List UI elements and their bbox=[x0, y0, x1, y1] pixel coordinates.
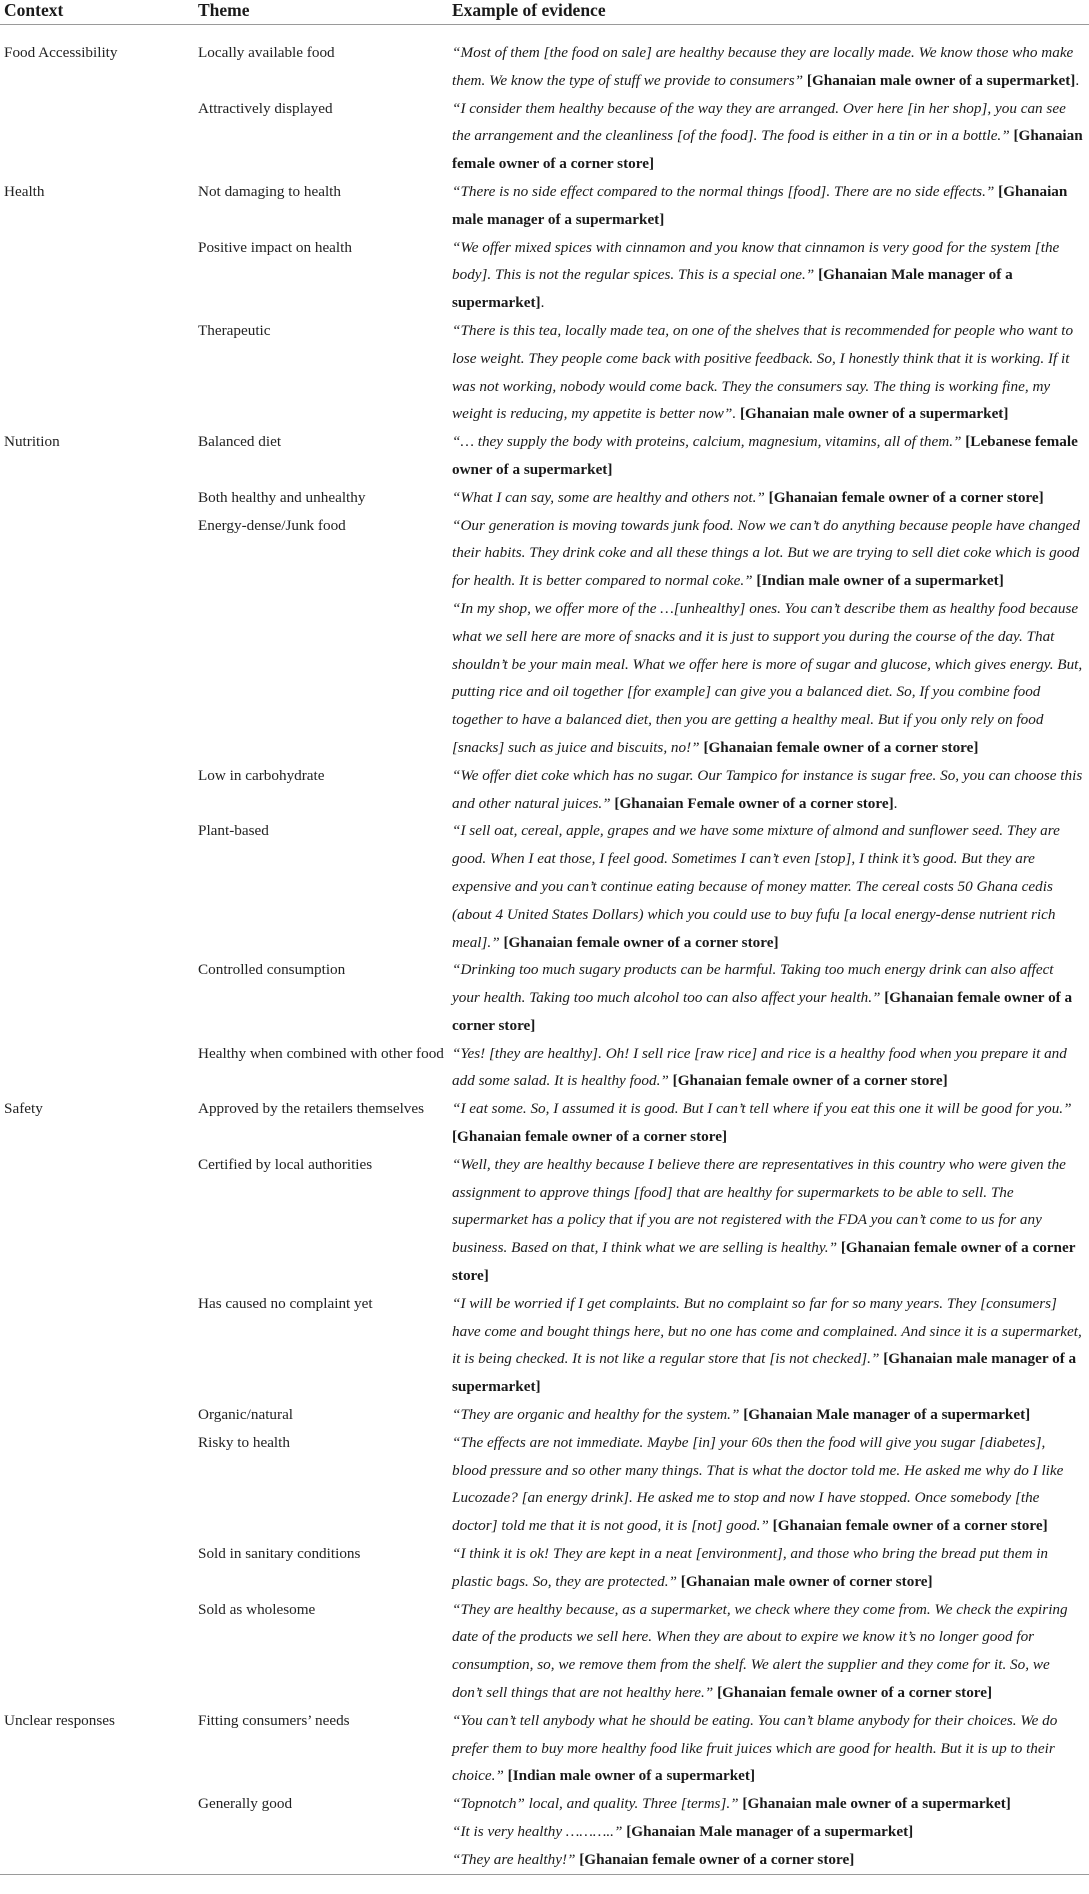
theme-cell: Has caused no complaint yet bbox=[198, 1294, 373, 1312]
evidence-cell bbox=[448, 1540, 1089, 1596]
evidence-attribution: [Ghanaian female owner of a corner store] bbox=[452, 127, 1083, 173]
theme-cell: Attractively displayed bbox=[198, 99, 333, 117]
evidence-attribution: [Ghanaian Female owner of a corner store] bbox=[614, 794, 894, 812]
evidence-cell bbox=[448, 956, 1089, 1039]
evidence-quote: “I will be worried if I get complaints. But no complaint so far for so many years. They [consumers] have come and bought things here, but no one has come and complained. And since it is a supermarket, it is being checked. It is not like a regular store that [is not checked].” bbox=[452, 1294, 1082, 1368]
theme-cell: Organic/natural bbox=[198, 1406, 294, 1424]
evidence-attribution: [Ghanaian Male manager of a supermarket] bbox=[743, 1406, 1031, 1424]
evidence-quote: “I sell oat, cereal, apple, grapes and we have some mixture of almond and sunflower seed. They are good. When I eat those, I feel good. Sometimes I can’t even [stop], I think it’s good. But they are expensive and you can’t continue eating because of money matter. The cereal costs 50 Ghana cedis (about 4 United States Dollars) which you could use to buy fufu [a local energy-dense nutrient rich meal].” bbox=[452, 822, 1060, 951]
table-row bbox=[0, 1040, 1089, 1096]
table-row bbox=[0, 234, 1089, 317]
table-row bbox=[0, 956, 1089, 1039]
table-row bbox=[0, 1707, 1089, 1790]
context-cell bbox=[0, 1818, 194, 1846]
context-cell bbox=[0, 484, 194, 512]
evidence-attribution: [Ghanaian male manager of a supermarket] bbox=[452, 182, 1068, 228]
context-cell: Food Accessibility bbox=[4, 44, 118, 61]
context-cell: Health bbox=[4, 182, 45, 200]
evidence-attribution: [Indian male owner of a supermarket] bbox=[756, 572, 1004, 590]
theme-cell: Balanced diet bbox=[198, 433, 282, 451]
context-cell bbox=[0, 1040, 194, 1096]
theme-cell: Positive impact on health bbox=[198, 238, 352, 256]
evidence-quote: “Most of them [the food on sale] are healthy because they are locally made. We know those who make them. We know the type of stuff we provide to consumers” bbox=[452, 44, 1074, 89]
evidence-quote: “There is no side effect compared to the normal things [food]. There are no side effects.” bbox=[452, 182, 995, 200]
table-row bbox=[0, 178, 1089, 234]
context-cell bbox=[0, 1401, 194, 1429]
context-cell bbox=[0, 762, 194, 818]
theme-cell: Sold as wholesome bbox=[198, 1600, 316, 1618]
theme-cell bbox=[194, 1846, 448, 1874]
theme-cell: Energy-dense/Junk food bbox=[198, 516, 346, 534]
table-row bbox=[0, 1290, 1089, 1401]
evidence-cell bbox=[448, 234, 1089, 317]
table-row bbox=[0, 1596, 1089, 1707]
evidence-quote: “… they supply the body with proteins, calcium, magnesium, vitamins, all of them.” bbox=[452, 433, 962, 451]
evidence-quote: “Drinking too much sugary products can be harmful. Taking too much energy drink can also affect your health. Taking too much alcohol too can also affect your health.” bbox=[452, 961, 1054, 1007]
table-row bbox=[0, 817, 1089, 956]
evidence-cell bbox=[448, 484, 1089, 512]
evidence-quote: “Well, they are healthy because I believe there are representatives in this country who were given the assignment to approve things [food] that are healthy for supermarkets to be able to sell. The supermarket has a policy that if you are not registered with the FDA you can’t come to us for any business. Based on that, I think what we are selling is healthy.” bbox=[452, 1155, 1066, 1257]
evidence-cell bbox=[448, 1095, 1089, 1151]
evidence-attribution: [Ghanaian Male manager of a supermarket] bbox=[452, 266, 1013, 312]
evidence-quote: “What I can say, some are healthy and others not.” bbox=[452, 488, 765, 506]
evidence-quote: “The effects are not immediate. Maybe [in] your 60s then the food will give you sugar [diabetes], blood pressure and so other many things. That is what the doctor told me. He asked me why do I like Lucozade? [an energy drink]. He asked me to stop and now I have stopped. Once somebody [the doctor] told me that it is not good, it is [not] good.” bbox=[452, 1433, 1064, 1535]
evidence-cell bbox=[448, 95, 1089, 178]
context-cell bbox=[0, 1596, 194, 1707]
evidence-cell bbox=[448, 1790, 1089, 1818]
context-cell bbox=[0, 1790, 194, 1818]
header-context: Context bbox=[0, 0, 194, 25]
evidence-attribution: [Ghanaian male manager of a supermarket] bbox=[452, 1350, 1077, 1396]
evidence-quote: “They are organic and healthy for the system.” bbox=[452, 1406, 740, 1424]
table-row bbox=[0, 428, 1089, 484]
evidence-cell bbox=[448, 1818, 1089, 1846]
evidence-cell bbox=[448, 1596, 1089, 1707]
table-row bbox=[0, 1846, 1089, 1874]
theme-cell: Plant-based bbox=[198, 822, 269, 840]
context-cell bbox=[0, 1290, 194, 1401]
evidence-attribution: [Ghanaian female owner of a corner store] bbox=[579, 1850, 855, 1868]
table-row bbox=[0, 762, 1089, 818]
evidence-cell bbox=[448, 1707, 1089, 1790]
evidence-attribution: [Ghanaian female owner of a corner store] bbox=[503, 933, 779, 951]
evidence-quote: “We offer mixed spices with cinnamon and you know that cinnamon is very good for the system [the body]. This is not the regular spices. This is a special one.” bbox=[452, 238, 1060, 284]
table-row bbox=[0, 512, 1089, 595]
context-cell bbox=[0, 1151, 194, 1290]
evidence-quote: “We offer diet coke which has no sugar. Our Tampico for instance is sugar free. So, you can choose this and other natural juices.” bbox=[452, 766, 1083, 812]
table-row bbox=[0, 25, 1089, 95]
context-cell: Unclear responses bbox=[4, 1711, 115, 1729]
evidence-cell bbox=[448, 762, 1089, 818]
table-row bbox=[0, 1818, 1089, 1846]
evidence-tail: . bbox=[893, 794, 898, 812]
context-cell bbox=[0, 234, 194, 317]
evidence-cell bbox=[448, 1290, 1089, 1401]
theme-cell: Low in carbohydrate bbox=[198, 766, 325, 784]
evidence-attribution: [Ghanaian female owner of a corner store] bbox=[703, 738, 979, 756]
table-row bbox=[0, 1095, 1089, 1151]
context-cell bbox=[0, 956, 194, 1039]
context-cell bbox=[0, 1540, 194, 1596]
context-cell bbox=[0, 1429, 194, 1540]
theme-cell: Both healthy and unhealthy bbox=[198, 488, 366, 506]
context-cell bbox=[0, 512, 194, 595]
evidence-quote: “In my shop, we offer more of the …[unhealthy] ones. You can’t describe them as healthy food because what we sell here are more of snacks and it is just to support you during the course of the day. That shouldn’t be your main meal. What we offer here is more of sugar and glucose, which gives energy. But, putting rice and oil together [for example] can give you a balanced diet. So, If you combine food together to have a balanced diet, then you are getting a healthy meal. But if you only rely on food [snacks] such as juice and biscuits, no!” bbox=[452, 599, 1083, 756]
theme-cell: Controlled consumption bbox=[198, 961, 346, 979]
evidence-cell bbox=[448, 1846, 1089, 1874]
header-evidence: Example of evidence bbox=[448, 0, 1089, 25]
evidence-quote: “Yes! [they are healthy]. Oh! I sell rice [raw rice] and rice is a healthy food when you prepare it and add some salad. It is healthy food.” bbox=[452, 1044, 1067, 1090]
evidence-cell bbox=[448, 1429, 1089, 1540]
evidence-attribution: [Ghanaian male owner of a supermarket] bbox=[739, 405, 1009, 423]
table-row bbox=[0, 1401, 1089, 1429]
evidence-cell bbox=[448, 25, 1089, 95]
theme-cell bbox=[194, 595, 448, 762]
theme-cell: Fitting consumers’ needs bbox=[198, 1711, 350, 1729]
evidence-quote: “Our generation is moving towards junk food. Now we can’t do anything because people have changed their habits. They drink coke and all these things a lot. But we are trying to sell diet coke which is good for health. It is better compared to normal coke.” bbox=[452, 516, 1080, 590]
evidence-quote: “I consider them healthy because of the way they are arranged. Over here [in her shop], you can see the arrangement and the cleanliness [of the food]. The food is either in a tin or in a bottle.” bbox=[452, 99, 1066, 145]
header-theme: Theme bbox=[194, 0, 448, 25]
evidence-cell bbox=[448, 1401, 1089, 1429]
evidence-attribution: [Ghanaian Male manager of a supermarket] bbox=[626, 1823, 914, 1840]
evidence-attribution: [Lebanese female owner of a supermarket] bbox=[452, 433, 1078, 478]
evidence-attribution: [Ghanaian male owner of a supermarket] bbox=[742, 1795, 1011, 1813]
theme-cell: Therapeutic bbox=[198, 321, 271, 339]
evidence-quote: “They are healthy!” bbox=[452, 1850, 576, 1868]
evidence-attribution: [Ghanaian female owner of a corner store] bbox=[452, 989, 1073, 1034]
evidence-attribution: [Ghanaian female owner of a corner store] bbox=[672, 1072, 948, 1090]
evidence-attribution: [Ghanaian female owner of a corner store] bbox=[717, 1684, 993, 1702]
evidence-tail: . bbox=[1075, 71, 1080, 89]
context-cell bbox=[0, 817, 194, 956]
evidence-attribution: [Ghanaian female owner of a corner store] bbox=[772, 1517, 1048, 1535]
evidence-quote: “You can’t tell anybody what he should be eating. You can’t blame anybody for their choices. We do prefer them to buy more healthy food like fruit juices which are good for health. But it is up to their choice.” bbox=[452, 1711, 1058, 1785]
theme-cell: Certified by local authorities bbox=[198, 1155, 373, 1173]
table-header bbox=[0, 0, 1089, 25]
evidence-quote: “It is very healthy ………..” bbox=[452, 1823, 623, 1840]
evidence-cell bbox=[448, 428, 1089, 484]
evidence-cell bbox=[448, 817, 1089, 956]
theme-cell bbox=[194, 1818, 448, 1846]
theme-cell: Generally good bbox=[198, 1795, 293, 1813]
context-cell bbox=[0, 317, 194, 428]
evidence-attribution: [Ghanaian female owner of a corner store] bbox=[768, 488, 1044, 506]
table-row bbox=[0, 1429, 1089, 1540]
context-cell: Nutrition bbox=[4, 433, 60, 451]
table-row bbox=[0, 484, 1089, 512]
evidence-attribution: [Indian male owner of a supermarket] bbox=[507, 1767, 756, 1785]
table-row bbox=[0, 1540, 1089, 1596]
evidence-attribution: [Ghanaian male owner of a supermarket] bbox=[806, 71, 1076, 89]
table-row bbox=[0, 95, 1089, 178]
context-cell: Safety bbox=[4, 1100, 43, 1118]
evidence-cell bbox=[448, 1151, 1089, 1290]
theme-cell: Risky to health bbox=[198, 1433, 290, 1451]
table-row bbox=[0, 1790, 1089, 1818]
context-cell bbox=[0, 1846, 194, 1874]
evidence-cell bbox=[448, 178, 1089, 234]
table-row bbox=[0, 317, 1089, 428]
theme-cell: Sold in sanitary conditions bbox=[198, 1545, 361, 1563]
evidence-quote: “Topnotch” local, and quality. Three [terms].” bbox=[452, 1795, 739, 1813]
table-body bbox=[0, 25, 1089, 1874]
evidence-quote: “I eat some. So, I assumed it is good. But I can’t tell where if you eat this one it will be good for you.” bbox=[452, 1100, 1072, 1118]
context-cell bbox=[0, 595, 194, 762]
theme-cell: Approved by the retailers themselves bbox=[198, 1100, 425, 1118]
theme-cell: Not damaging to health bbox=[198, 182, 341, 200]
evidence-cell bbox=[448, 512, 1089, 595]
evidence-quote: “There is this tea, locally made tea, on one of the shelves that is recommended for people who want to lose weight. They people come back with positive feedback. So, I honestly think that it is working. If it was not working, nobody would come back. They the consumers say. The thing is working fine, my weight is reducing, my appetite is better now”. bbox=[452, 321, 1074, 423]
theme-cell: Locally available food bbox=[198, 44, 335, 61]
evidence-cell bbox=[448, 1040, 1089, 1096]
table-row bbox=[0, 595, 1089, 762]
evidence-attribution: [Ghanaian female owner of a corner store] bbox=[452, 1128, 728, 1146]
theme-cell: Healthy when combined with other food bbox=[198, 1044, 444, 1062]
evidence-attribution: [Ghanaian female owner of a corner store] bbox=[452, 1239, 1076, 1285]
context-cell bbox=[0, 95, 194, 178]
evidence-tail: . bbox=[540, 294, 545, 312]
table-row bbox=[0, 1151, 1089, 1290]
evidence-cell bbox=[448, 595, 1089, 762]
evidence-quote: “They are healthy because, as a supermarket, we check where they come from. We check the expiring date of the products we sell here. When they are about to expire we know it’s no longer good for consumption, so, we remove them from the shelf. We alert the supplier and they come for it. So, we don’t sell things that are not healthy here.” bbox=[452, 1600, 1068, 1702]
table-bottom-rule bbox=[0, 1874, 1089, 1875]
evidence-quote: “I think it is ok! They are kept in a neat [environment], and those who bring the bread put them in plastic bags. So, they are protected.” bbox=[452, 1545, 1049, 1590]
evidence-cell bbox=[448, 317, 1089, 428]
evidence-attribution: [Ghanaian male owner of corner store] bbox=[680, 1572, 933, 1590]
